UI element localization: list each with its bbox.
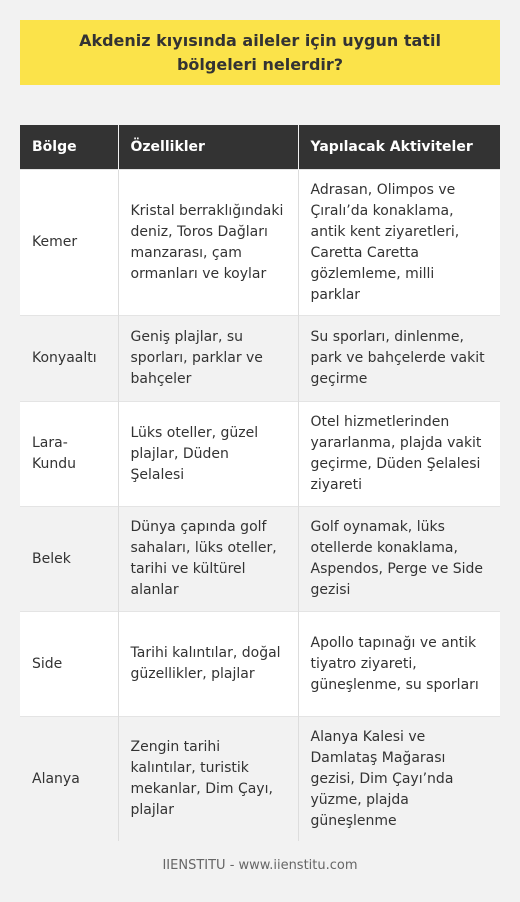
region-cell: Kemer (20, 170, 118, 316)
region-cell: Konyaaltı (20, 316, 118, 402)
features-cell: Geniş plajlar, su sporları, parklar ve bahçeler (118, 316, 298, 402)
footer-credit: IIENSTITU - www.iienstitu.com (162, 858, 358, 873)
activities-cell: Adrasan, Olimpos ve Çıralı’da konaklama, antik kent ziyaretleri, Caretta Caretta gözlemleme, milli parklar (298, 170, 500, 316)
region-cell: Lara-Kundu (20, 402, 118, 507)
activities-cell: Otel hizmetlerinden yararlanma, plajda vakit geçirme, Düden Şelalesi ziyareti (298, 402, 500, 507)
table-row (20, 402, 500, 507)
region-cell: Belek (20, 507, 118, 612)
header-region: Bölge (20, 125, 118, 170)
activities-cell: Golf oynamak, lüks otellerde konaklama, Aspendos, Perge ve Side gezisi (298, 507, 500, 612)
regions-table (20, 125, 500, 841)
table-row (20, 612, 500, 717)
features-cell: Zengin tarihi kalıntılar, turistik mekanlar, Dim Çayı, plajlar (118, 717, 298, 842)
table-row (20, 717, 500, 842)
table-row (20, 507, 500, 612)
activities-cell: Alanya Kalesi ve Damlataş Mağarası gezisi, Dim Çayı’nda yüzme, plajda güneşlenme (298, 717, 500, 842)
activities-cell: Su sporları, dinlenme, park ve bahçelerde vakit geçirme (298, 316, 500, 402)
page-title: Akdeniz kıyısında aileler için uygun tatil bölgeleri nelerdir? (79, 30, 441, 74)
table-row (20, 170, 500, 316)
header-activities: Yapılacak Aktiviteler (298, 125, 500, 170)
features-cell: Tarihi kalıntılar, doğal güzellikler, plajlar (118, 612, 298, 717)
header-features: Özellikler (118, 125, 298, 170)
table-header-row (20, 125, 500, 170)
region-cell: Alanya (20, 717, 118, 842)
features-cell: Lüks oteller, güzel plajlar, Düden Şelalesi (118, 402, 298, 507)
title-banner (20, 20, 500, 85)
table-row (20, 316, 500, 402)
region-cell: Side (20, 612, 118, 717)
features-cell: Dünya çapında golf sahaları, lüks oteller, tarihi ve kültürel alanlar (118, 507, 298, 612)
features-cell: Kristal berraklığındaki deniz, Toros Dağları manzarası, çam ormanları ve koylar (118, 170, 298, 316)
activities-cell: Apollo tapınağı ve antik tiyatro ziyareti, güneşlenme, su sporları (298, 612, 500, 717)
